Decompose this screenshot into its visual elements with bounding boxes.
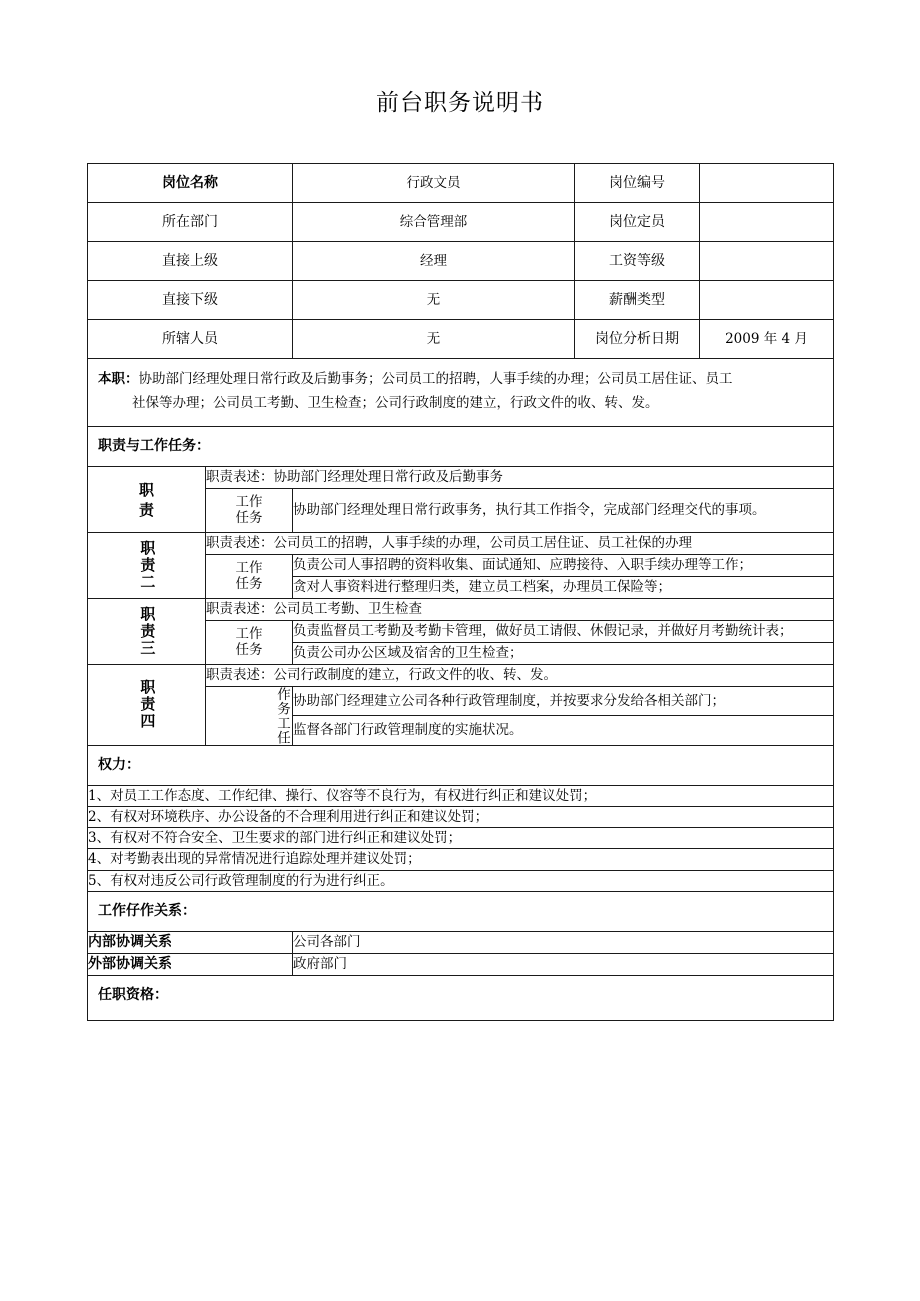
page-title: 前台职务说明书 xyxy=(376,90,544,116)
relations-row xyxy=(88,931,834,953)
authority-item-2: 3、有权对不符合安全、卫生要求的部门进行纠正和建议处罚； xyxy=(88,828,834,849)
authority-item-row xyxy=(88,785,834,806)
duty-task-label-4-wrap xyxy=(206,687,292,745)
job-description-table xyxy=(87,163,834,1021)
qualification-heading-row xyxy=(88,975,834,1020)
duty-statement-4: 职责表述：公司行政制度的建立，行政文件的收、转、发。 xyxy=(206,665,834,686)
duty-label-3-wrap xyxy=(88,606,205,657)
main-duty-label: 本职： xyxy=(98,371,139,387)
authority-item-4: 5、有权对违反公司行政管理制度的行为进行纠正。 xyxy=(88,870,834,891)
duty-task-label-2 xyxy=(206,554,293,599)
duty-label-2-text: 职责二 xyxy=(138,540,157,592)
duty-task-label-4-text xyxy=(274,687,289,745)
duty-task-label-2-line-1: 任务 xyxy=(235,576,263,593)
relations-heading: 工作仔作关系： xyxy=(88,891,834,931)
authority-item-1: 2、有权对环境秩序、办公设备的不合理利用进行纠正和建议处罚； xyxy=(88,806,834,827)
info-value-1-4: 无 xyxy=(293,320,575,359)
info-label-1-3: 直接下级 xyxy=(88,281,293,320)
duty-statement-row xyxy=(88,533,834,554)
duty-statement-1: 职责表述：协助部门经理处理日常行政及后勤事务 xyxy=(206,467,834,488)
duty-statement-3: 职责表述：公司员工考勤、卫生检查 xyxy=(206,599,834,620)
qualification-heading: 任职资格： xyxy=(88,975,834,1020)
authority-heading-row xyxy=(88,745,834,785)
info-value-1-1: 综合管理部 xyxy=(293,203,575,242)
duty-task-label-4 xyxy=(206,686,293,745)
table-row xyxy=(88,242,834,281)
duty-label-2 xyxy=(88,533,206,599)
info-label-2-3: 薪酬类型 xyxy=(575,281,700,320)
duty-statement-row xyxy=(88,467,834,488)
relation-label-0: 内部协调关系 xyxy=(88,931,293,953)
duty-label-3 xyxy=(88,599,206,665)
duty-statement-row xyxy=(88,599,834,620)
info-label-1-2: 直接上级 xyxy=(88,242,293,281)
table-row xyxy=(88,320,834,359)
info-value-2-2 xyxy=(700,242,834,281)
info-value-1-3: 无 xyxy=(293,281,575,320)
relations-heading-row xyxy=(88,891,834,931)
duty-task-2-0: 负责公司人事招聘的资料收集、面试通知、应聘接待、入职手续办理等工作； xyxy=(293,554,834,576)
relations-row xyxy=(88,953,834,975)
main-duty-line-1: 协助部门经理处理日常行政及后勤事务；公司员工的招聘，人事手续的办理；公司员工居住证、员工 xyxy=(138,371,733,387)
table-row xyxy=(88,203,834,242)
info-value-2-3 xyxy=(700,281,834,320)
duty-task-label-1-line-1: 任务 xyxy=(235,510,263,527)
relation-value-0: 公司各部门 xyxy=(293,931,834,953)
authority-heading: 权力： xyxy=(88,745,834,785)
duty-task-label-1 xyxy=(206,488,293,533)
duty-task-label-3-line-1: 任务 xyxy=(235,642,263,659)
authority-item-row xyxy=(88,849,834,870)
duty-label-3-text: 职责三 xyxy=(138,606,157,658)
info-label-2-0: 岗位编号 xyxy=(575,164,700,203)
table-row xyxy=(88,164,834,203)
info-label-1-0: 岗位名称 xyxy=(88,164,293,203)
duty-task-4-1: 监督各部门行政管理制度的实施状况。 xyxy=(293,716,834,746)
duty-task-label-3-line-0: 工作 xyxy=(235,625,263,642)
duties-heading: 职责与工作任务： xyxy=(88,427,834,467)
authority-item-row xyxy=(88,806,834,827)
duty-task-1-0: 协助部门经理处理日常行政事务，执行其工作指令，完成部门经理交代的事项。 xyxy=(293,488,834,533)
relation-label-1: 外部协调关系 xyxy=(88,953,293,975)
duty-task-label-4-char-1: 务 xyxy=(274,701,290,716)
duty-task-label-4-char-3: 任 xyxy=(274,730,290,745)
job-description-table-wrapper xyxy=(87,163,833,1021)
table-row xyxy=(88,281,834,320)
duty-label-1-char-0: 职 xyxy=(138,480,154,499)
main-duty-line-2: 社保等办理；公司员工考勤、卫生检查；公司行政制度的建立，行政文件的收、转、发。 xyxy=(132,394,659,411)
main-duty-row xyxy=(88,359,834,427)
duty-task-label-4-char-2: 工 xyxy=(274,715,290,730)
relation-value-1: 政府部门 xyxy=(293,953,834,975)
duty-label-2-wrap xyxy=(88,540,205,591)
duties-heading-row xyxy=(88,427,834,467)
main-duty-cell xyxy=(88,359,834,427)
info-label-2-2: 工资等级 xyxy=(575,242,700,281)
duty-label-1-char-1: 责 xyxy=(138,500,154,519)
duty-task-label-4-char-0: 作 xyxy=(274,686,290,701)
info-value-1-2: 经理 xyxy=(293,242,575,281)
duty-label-4-text: 职责四 xyxy=(138,679,157,731)
authority-item-0: 1、对员工工作态度、工作纪律、操行、仪容等不良行为，有权进行纠正和建议处罚； xyxy=(88,785,834,806)
info-label-2-1: 岗位定员 xyxy=(575,203,700,242)
duty-statement-2: 职责表述：公司员工的招聘，人事手续的办理，公司员工居住证、员工社保的办理 xyxy=(206,533,834,554)
duty-task-label-1-line-0: 工作 xyxy=(235,493,263,510)
info-label-1-4: 所辖人员 xyxy=(88,320,293,359)
duty-task-3-1: 负责公司办公区域及宿舍的卫生检查； xyxy=(293,642,834,664)
info-value-1-0: 行政文员 xyxy=(293,164,575,203)
info-value-2-1 xyxy=(700,203,834,242)
duty-task-4-0: 协助部门经理建立公司各种行政管理制度，并按要求分发给各相关部门； xyxy=(293,686,834,716)
duty-label-4 xyxy=(88,665,206,745)
duty-task-label-3 xyxy=(206,620,293,665)
info-value-2-4: 2009 年 4 月 xyxy=(700,320,834,359)
info-value-2-0 xyxy=(700,164,834,203)
duty-task-label-2-line-0: 工作 xyxy=(235,559,263,576)
duty-statement-row xyxy=(88,665,834,686)
duty-task-3-0: 负责监督员工考勤及考勤卡管理，做好员工请假、休假记录，并做好月考勤统计表； xyxy=(293,620,834,642)
duty-label-1 xyxy=(88,467,206,533)
duty-task-2-1: 贪对人事资料进行整理归类，建立员工档案，办理员工保险等； xyxy=(293,576,834,598)
info-label-1-1: 所在部门 xyxy=(88,203,293,242)
duty-label-4-wrap xyxy=(88,679,205,730)
authority-item-3: 4、对考勤表出现的异常情况进行追踪处理并建议处罚； xyxy=(88,849,834,870)
authority-item-row xyxy=(88,870,834,891)
authority-item-row xyxy=(88,828,834,849)
info-label-2-4: 岗位分析日期 xyxy=(575,320,700,359)
